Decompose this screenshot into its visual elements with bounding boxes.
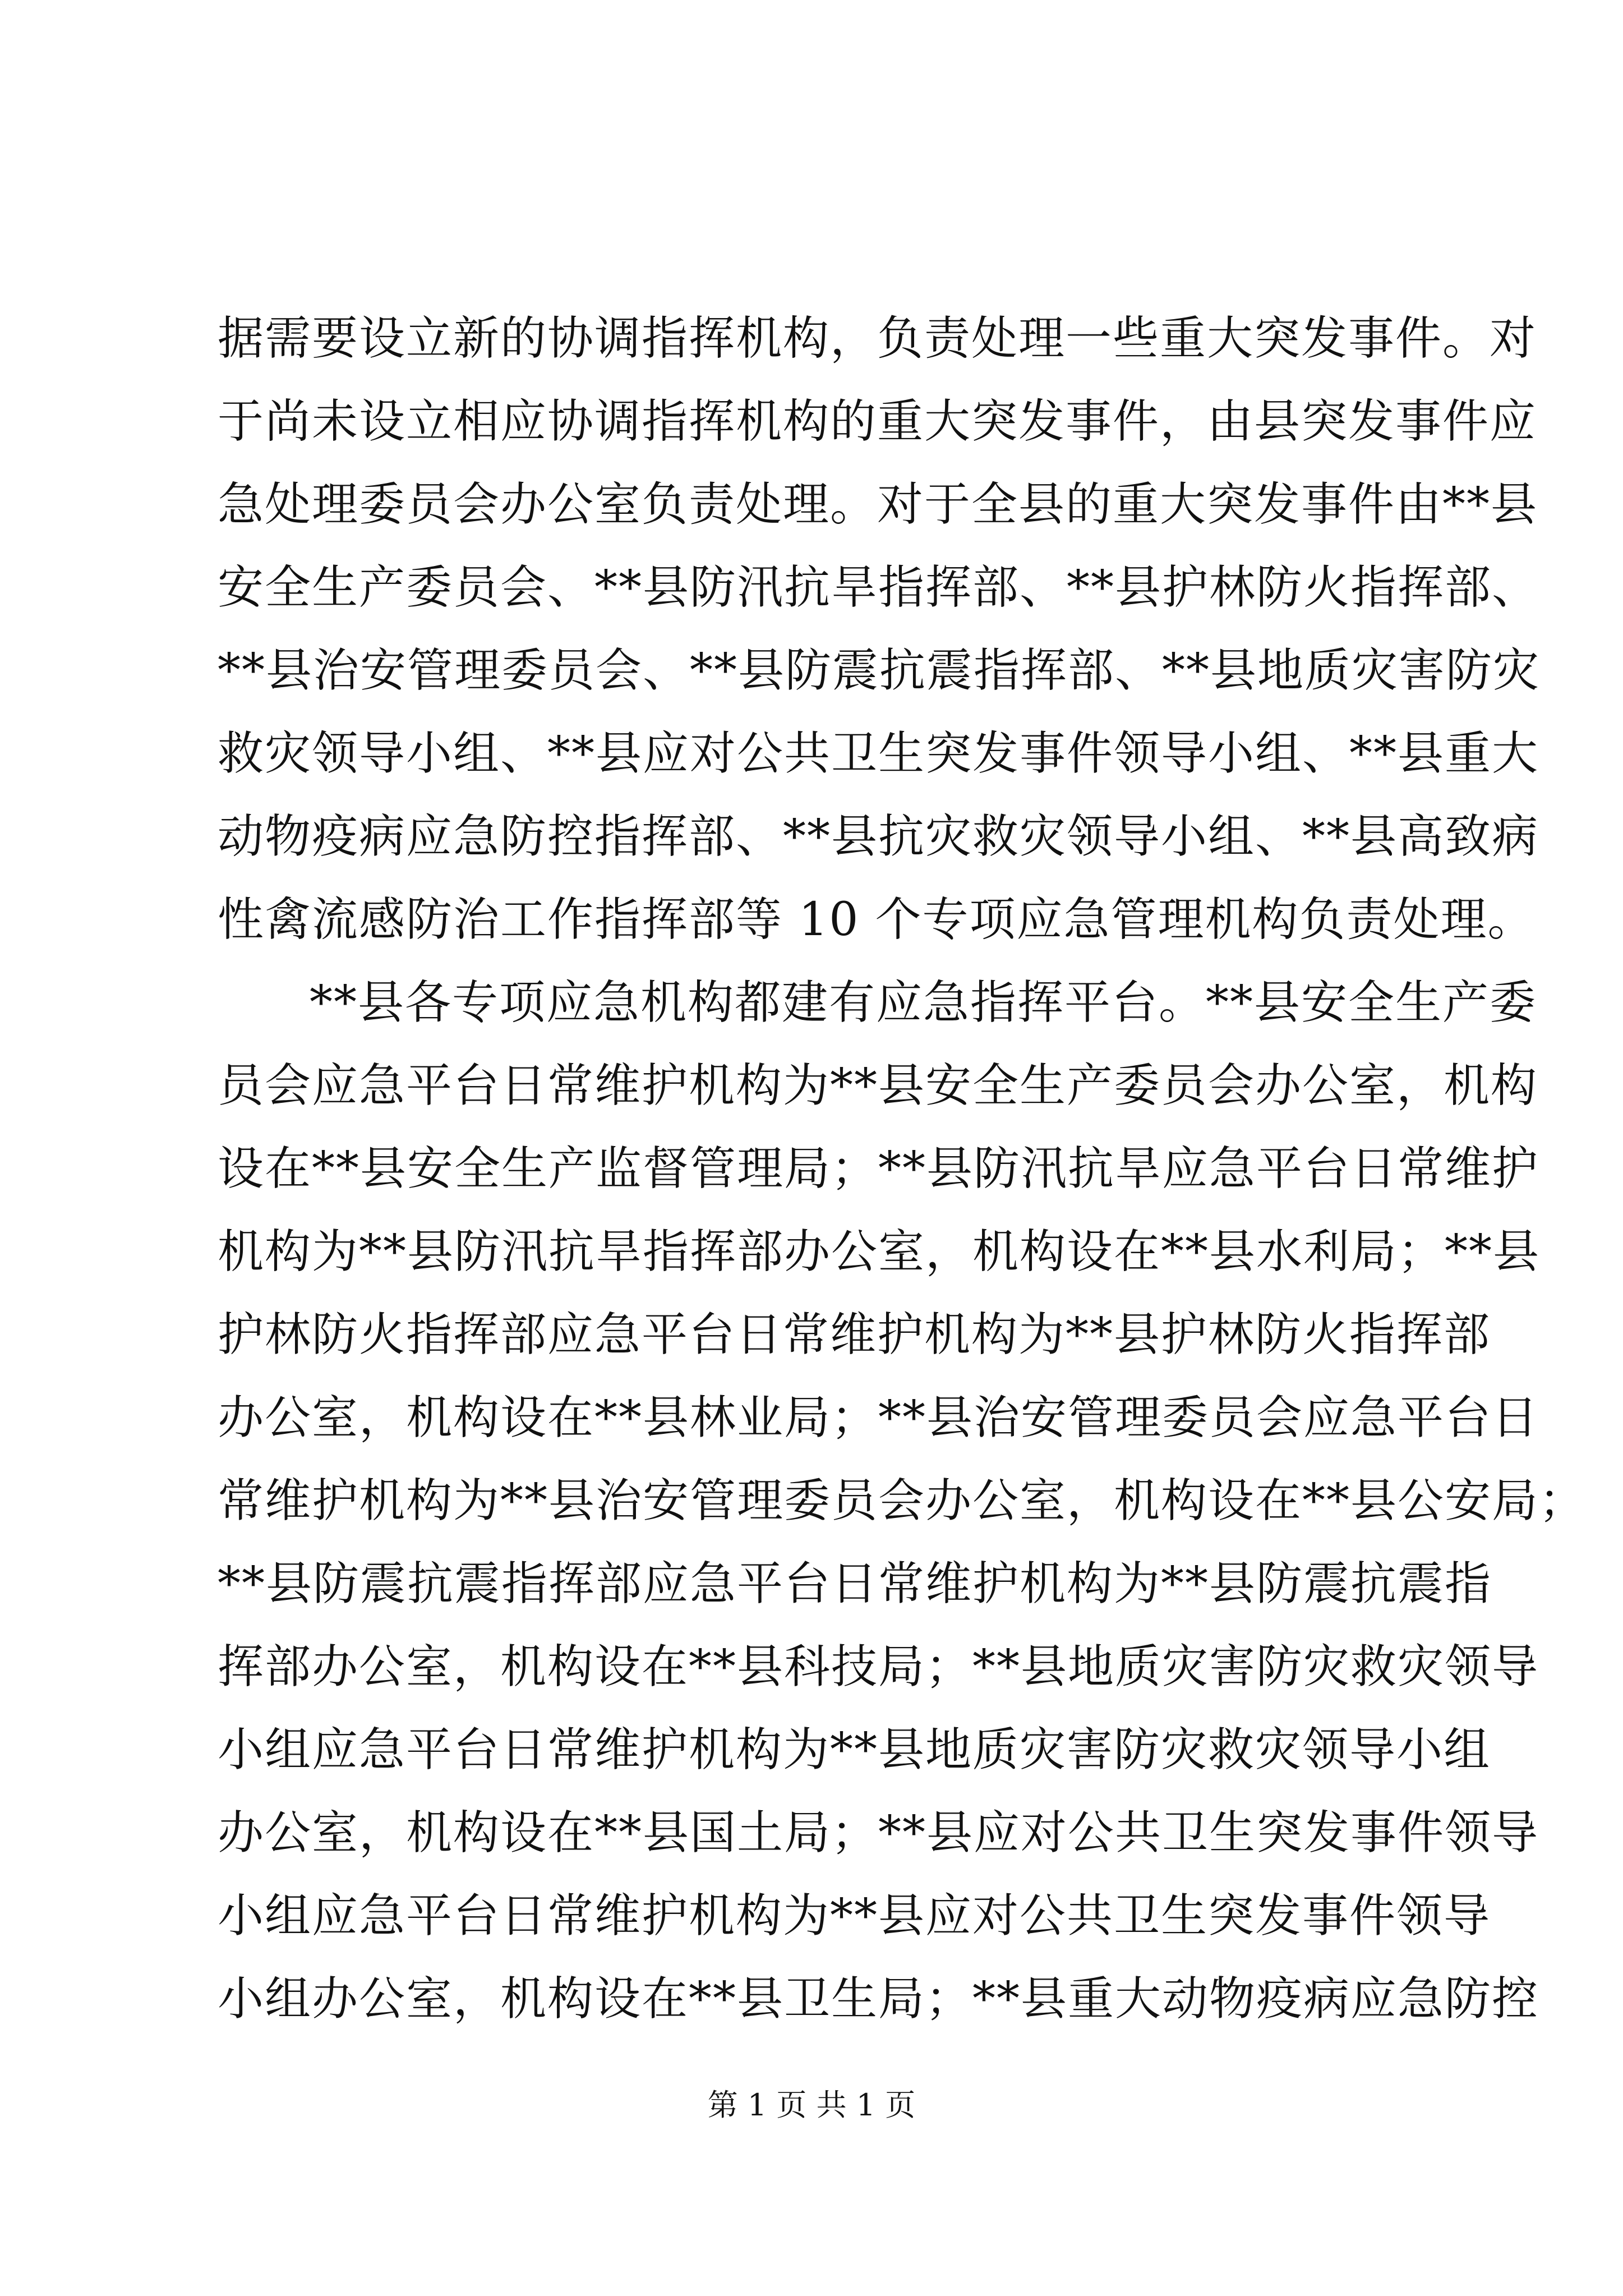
text-line: 安全生产委员会、**县防汛抗旱指挥部、**县护林防火指挥部、 bbox=[218, 561, 1539, 614]
text-line: 护林防火指挥部应急平台日常维护机构为**县护林防火指挥部 bbox=[218, 1308, 1491, 1361]
text-line: 于尚未设立相应协调指挥机构的重大突发事件，由县突发事件应 bbox=[218, 395, 1537, 448]
text-line: 动物疫病应急防控指挥部、**县抗灾救灾领导小组、**县高致病 bbox=[218, 810, 1539, 863]
text-line: 性禽流感防治工作指挥部等 10 个专项应急管理机构负责处理。 bbox=[218, 893, 1535, 946]
text-line: **县各专项应急机构都建有应急指挥平台。**县安全生产委 bbox=[310, 976, 1537, 1029]
text-line: 机构为**县防汛抗旱指挥部办公室，机构设在**县水利局；**县 bbox=[218, 1225, 1541, 1278]
text-line: 办公室，机构设在**县林业局；**县治安管理委员会应急平台日 bbox=[218, 1391, 1539, 1444]
text-line: 小组应急平台日常维护机构为**县地质灾害防灾救灾领导小组 bbox=[218, 1723, 1491, 1777]
paragraph-2 bbox=[218, 961, 1587, 2041]
text-line: 员会应急平台日常维护机构为**县安全生产委员会办公室，机构 bbox=[218, 1059, 1538, 1112]
text-line: **县防震抗震指挥部应急平台日常维护机构为**县防震抗震指 bbox=[218, 1557, 1492, 1611]
text-line: 办公室，机构设在**县国土局；**县应对公共卫生突发事件领导 bbox=[218, 1806, 1539, 1860]
text-line: 急处理委员会办公室负责处理。对于全县的重大突发事件由**县 bbox=[218, 478, 1538, 531]
text-line: 设在**县安全生产监督管理局；**县防汛抗旱应急平台日常维护 bbox=[218, 1142, 1539, 1195]
text-line: 据需要设立新的协调指挥机构，负责处理一些重大突发事件。对 bbox=[218, 312, 1537, 365]
page-footer: 第 1 页 共 1 页 bbox=[707, 2087, 916, 2123]
text-line: 常维护机构为**县治安管理委员会办公室，机构设在**县公安局； bbox=[218, 1474, 1587, 1527]
paragraph-1 bbox=[218, 297, 1541, 961]
document-body bbox=[218, 297, 1587, 2041]
text-line: 救灾领导小组、**县应对公共卫生突发事件领导小组、**县重大 bbox=[218, 727, 1539, 780]
text-line: **县治安管理委员会、**县防震抗震指挥部、**县地质灾害防灾 bbox=[218, 644, 1541, 697]
text-line: 挥部办公室，机构设在**县科技局；**县地质灾害防灾救灾领导 bbox=[218, 1640, 1539, 1694]
text-line: 小组应急平台日常维护机构为**县应对公共卫生突发事件领导 bbox=[218, 1889, 1491, 1943]
text-line: 小组办公室，机构设在**县卫生局；**县重大动物疫病应急防控 bbox=[218, 1972, 1539, 2026]
